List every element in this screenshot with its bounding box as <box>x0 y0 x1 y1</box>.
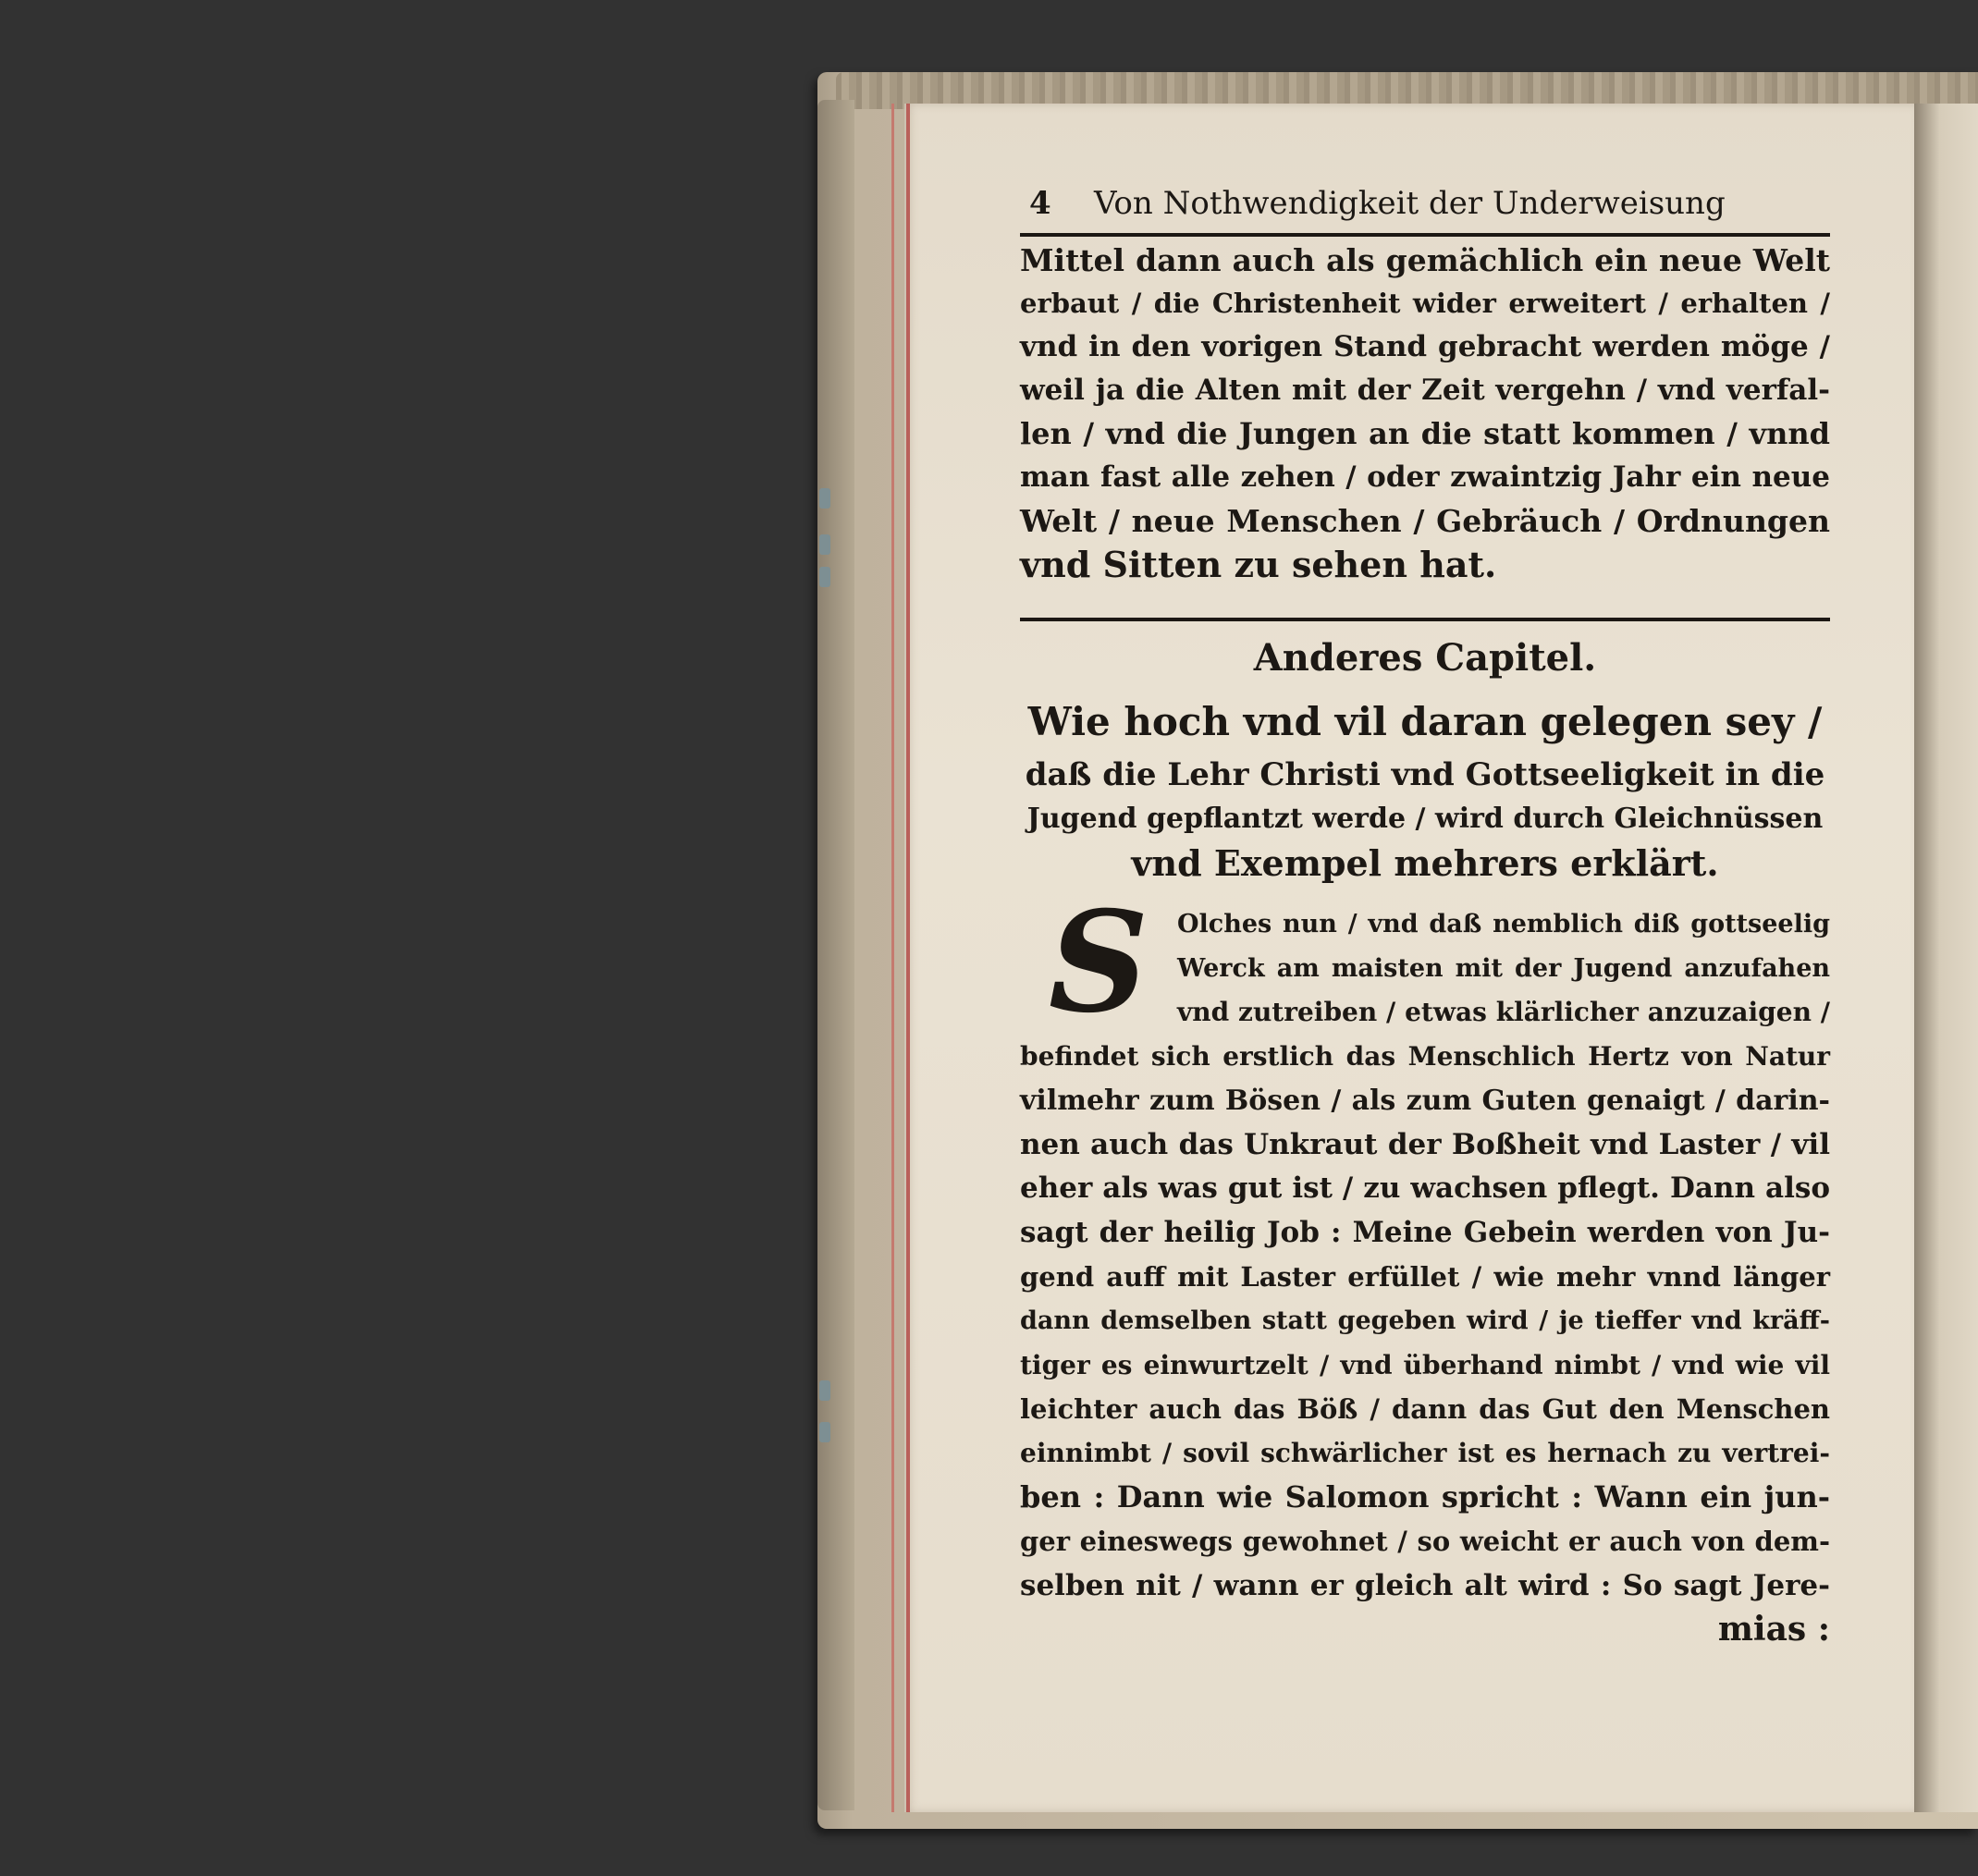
chapter-heading-line: Jugend gepflantzt werde / wird durch Gleichnüssen <box>1026 803 1824 835</box>
binding-tab-marker <box>819 488 830 509</box>
text-line: leichter auch das Böß / dann das Gut den Menschen <box>1020 1392 1830 1425</box>
page-number: 4 <box>1029 185 1051 222</box>
chapter-heading-line: Wie hoch vnd vil daran gelegen sey / <box>1027 699 1823 744</box>
text-line: tiger es einwurtzelt / vnd überhand nimbt / vnd wie vil <box>1020 1350 1830 1381</box>
chapter-heading-line: daß die Lehr Christi vnd Gottseeligkeit in die <box>1025 756 1825 793</box>
paragraph-main <box>1020 902 1830 1652</box>
chapter-rule <box>1020 618 1830 621</box>
text-line: vnd in den vorigen Stand gebracht werden möge / <box>1020 330 1830 363</box>
drop-cap: S <box>1048 881 1149 1044</box>
text-line: Werck am maisten mit der Jugend anzufahen <box>1177 953 1830 983</box>
facing-page-edge <box>1914 104 1978 1812</box>
text-line: man fast alle zehen / oder zwaintzig Jahr ein neue <box>1020 460 1830 494</box>
paragraph-continuation <box>1020 239 1830 586</box>
catchword: mias : <box>1717 1610 1830 1649</box>
text-line: vnd zutreiben / etwas klärlicher anzuzaigen / <box>1177 997 1830 1028</box>
page-edge-line <box>891 104 894 1812</box>
binding-tab-marker <box>819 1380 830 1401</box>
binding-tab-marker <box>819 567 830 587</box>
running-head <box>1029 185 1824 222</box>
text-line: vnd Sitten zu sehen hat. <box>1020 544 1497 585</box>
text-line: Mittel dann auch als gemächlich ein neue Welt <box>1020 242 1830 278</box>
text-line: nen auch das Unkraut der Boßheit vnd Laster / vil <box>1020 1127 1830 1161</box>
text-line: vilmehr zum Bösen / als zum Guten genaigt / darin- <box>1020 1084 1830 1117</box>
header-rule <box>1020 233 1830 237</box>
running-head-title: Von Nothwendigkeit der Underweisung <box>1094 185 1726 222</box>
text-line: Olches nun / vnd daß nemblich diß gottseelig <box>1177 910 1830 938</box>
text-line: ger eineswegs gewohnet / so weicht er auch von dem- <box>1020 1525 1830 1557</box>
text-line: dann demselben statt gegeben wird / je tieffer vnd kräff- <box>1020 1306 1830 1336</box>
chapter-heading-line: vnd Exempel mehrers erklärt. <box>1131 842 1719 884</box>
chapter-heading <box>1020 692 1830 886</box>
text-line: len / vnd die Jungen an die statt kommen / vnnd <box>1020 416 1830 451</box>
page-margin-line <box>906 104 910 1812</box>
chapter-title: Anderes Capitel. <box>1253 636 1597 680</box>
text-line: ben : Dann wie Salomon spricht : Wann ein jun- <box>1020 1479 1830 1515</box>
text-line: gend auff mit Laster erfüllet / wie mehr vnnd länger <box>1020 1260 1830 1293</box>
text-line: einnimbt / sovil schwärlicher ist es hernach zu vertrei- <box>1020 1438 1830 1469</box>
text-line: befindet sich erstlich das Menschlich Hertz von Natur <box>1020 1041 1830 1073</box>
book-spine <box>817 100 854 1810</box>
text-line: selben nit / wann er gleich alt wird : So sagt Jere- <box>1020 1568 1830 1602</box>
text-line: weil ja die Alten mit der Zeit vergehn / vnd verfal- <box>1020 374 1830 407</box>
text-line: sagt der heilig Job : Meine Gebein werden von Ju- <box>1020 1215 1830 1249</box>
text-line: erbaut / die Christenheit wider erweitert / erhalten / <box>1020 288 1830 319</box>
binding-tab-marker <box>819 1422 830 1442</box>
text-line: eher als was gut ist / zu wachsen pflegt. Dann also <box>1020 1171 1830 1206</box>
binding-tab-marker <box>819 534 830 555</box>
text-line: Welt / neue Menschen / Gebräuch / Ordnungen <box>1020 503 1830 539</box>
